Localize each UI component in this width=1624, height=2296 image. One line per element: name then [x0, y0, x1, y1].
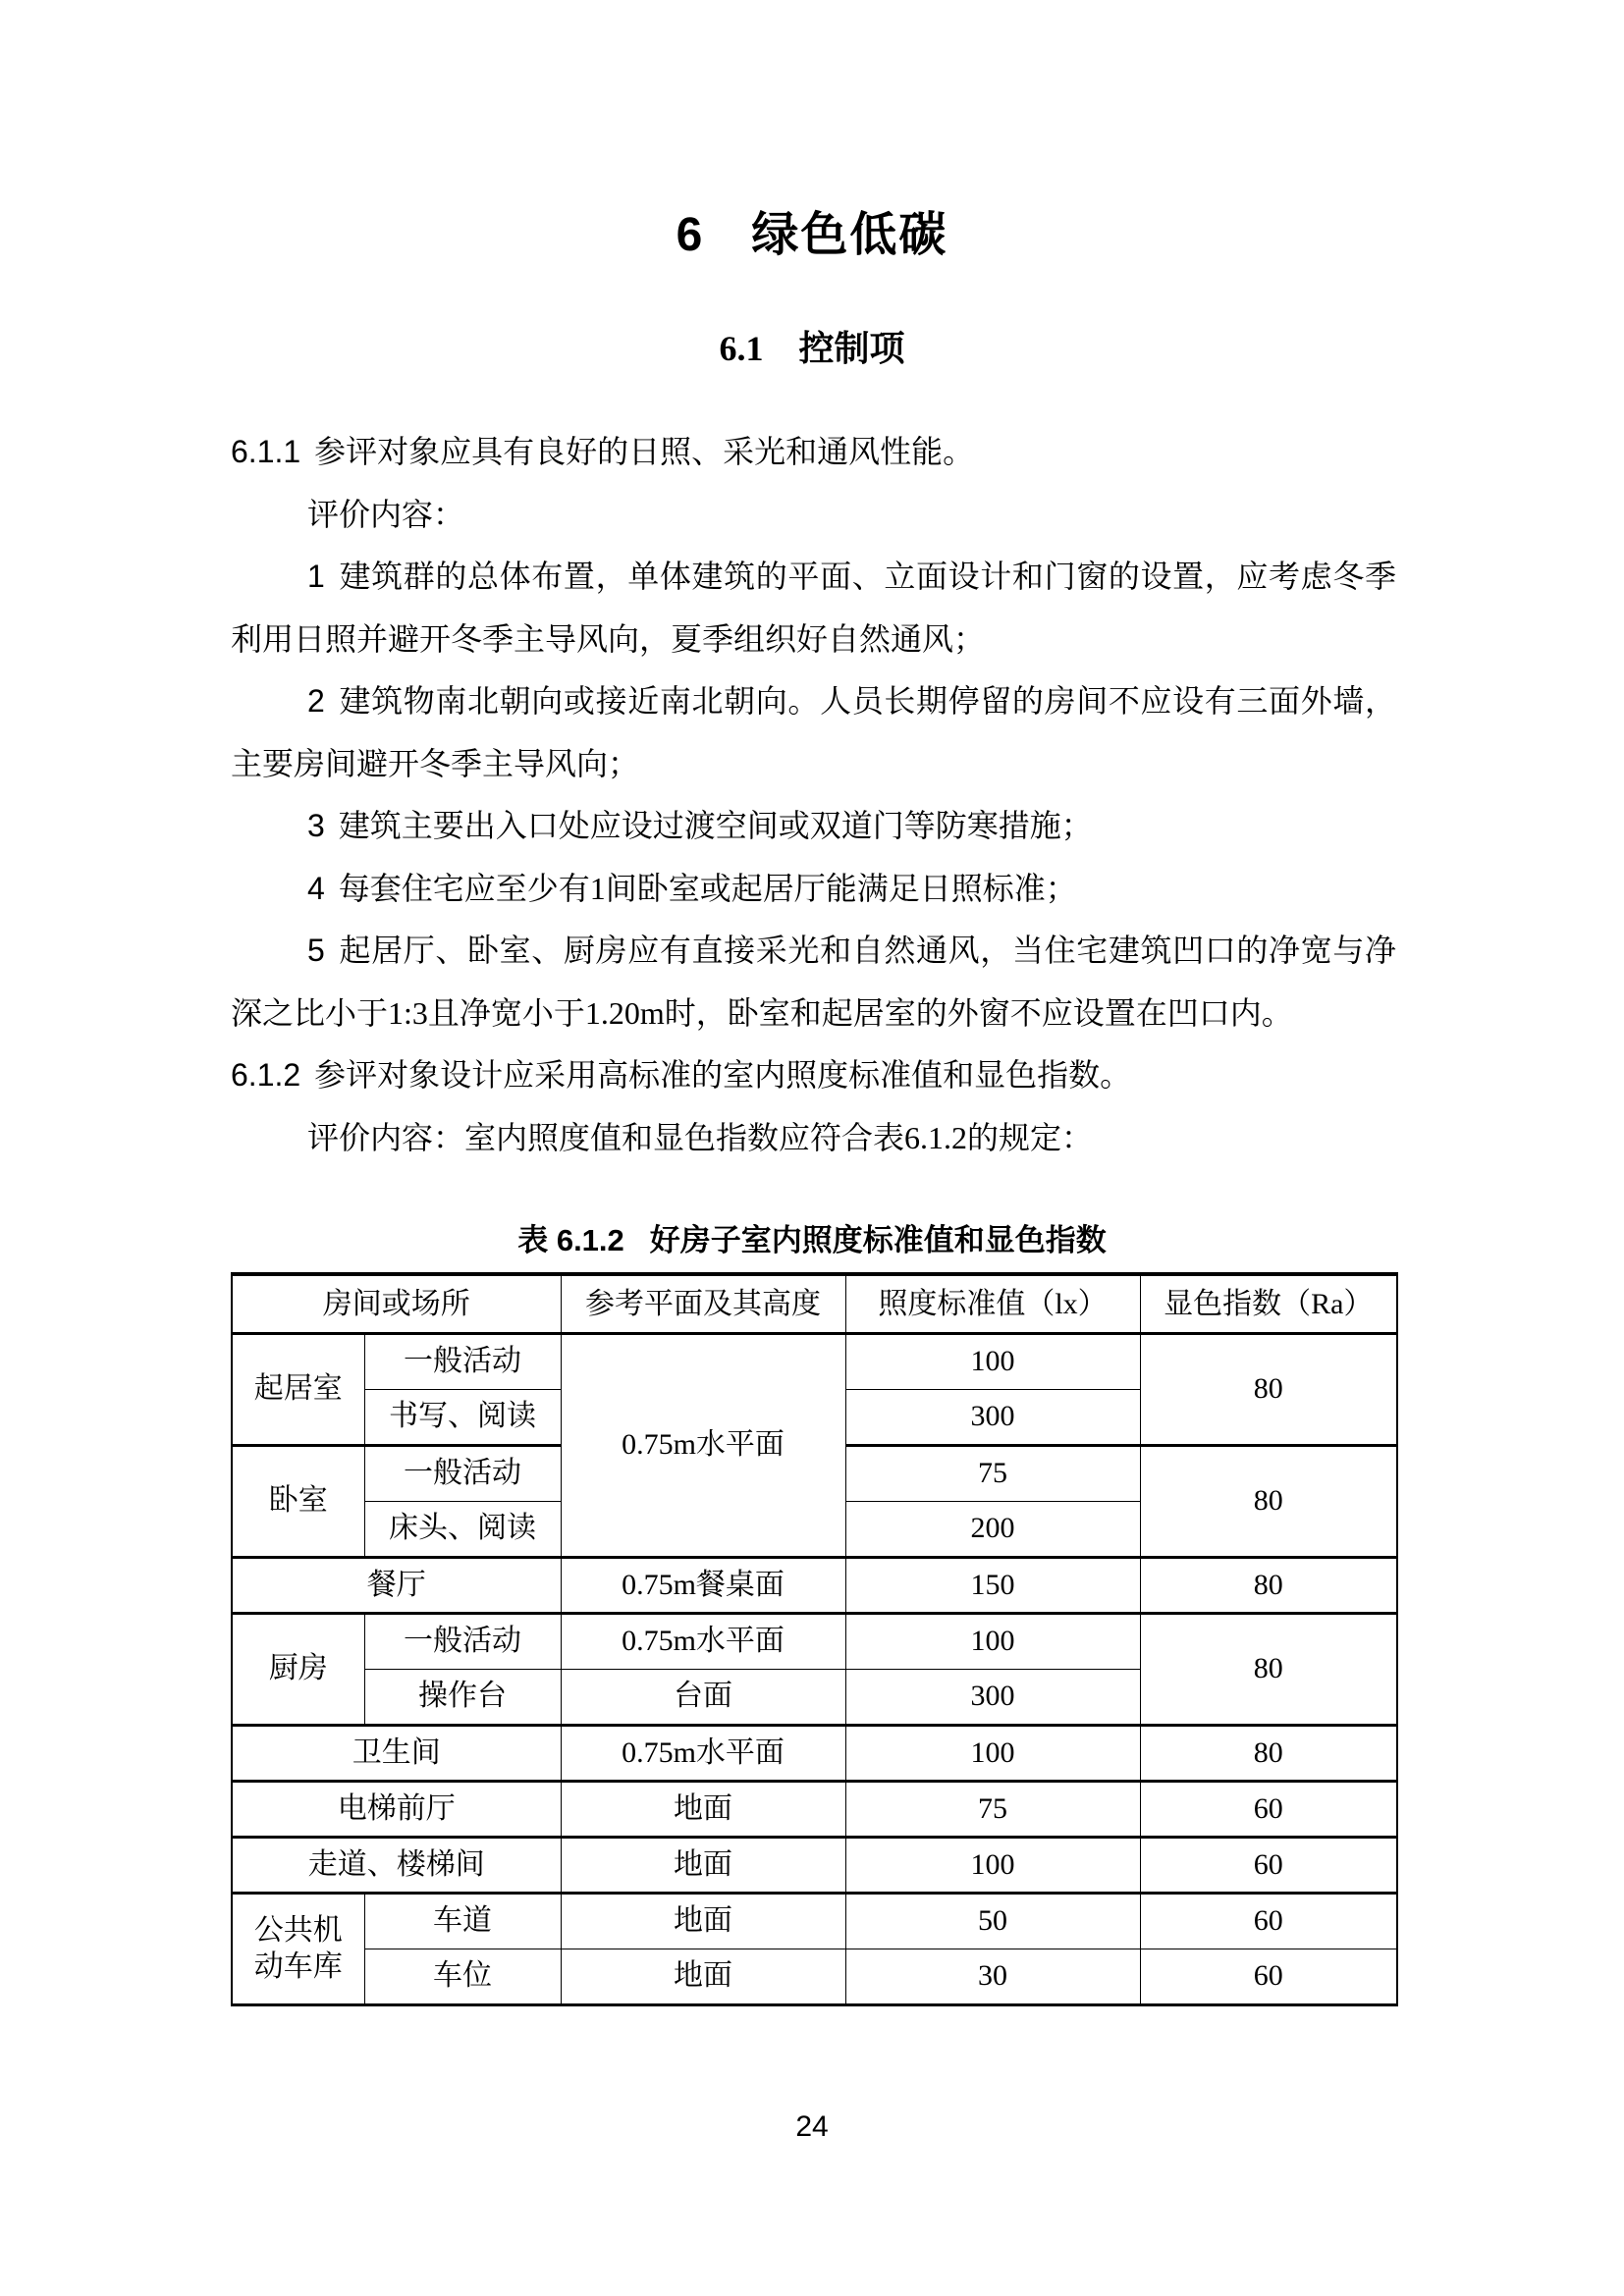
cell-lx: 200: [845, 1501, 1140, 1557]
item-number: 1: [307, 559, 325, 594]
clause-number: 6.1.2: [231, 1057, 301, 1093]
cell-lx: 100: [845, 1837, 1140, 1893]
section-number: 6.1: [719, 329, 764, 368]
table-row: [232, 1837, 1397, 1893]
cell-ra: 80: [1140, 1445, 1397, 1557]
page-number: 24: [795, 2110, 829, 2143]
clause-text: 评价内容：: [307, 496, 465, 532]
cell-plane: 地面: [561, 1949, 845, 2004]
table-row: [232, 1613, 1397, 1669]
cell-lx: 100: [845, 1725, 1140, 1781]
item-text: 建筑群的总体布置，单体建筑的平面、立面设计和门窗的设置，应考虑冬季利用日照并避开冬季主导风向，夏季组织好自然通风；: [231, 559, 1396, 657]
chapter-number: 6: [676, 209, 705, 261]
table-row: [232, 1333, 1397, 1389]
paragraph-6-1-2: [231, 1044, 1396, 1107]
section-title-text: 控制项: [798, 329, 905, 368]
paragraph-item-3: [231, 795, 1396, 858]
header-cri: 显色指数（Ra）: [1140, 1274, 1397, 1333]
paragraph-item-5: [231, 920, 1396, 1044]
table-row: [232, 1725, 1397, 1781]
cell-plane: 0.75m水平面: [561, 1613, 845, 1669]
cell-lx: 100: [845, 1613, 1140, 1669]
cell-lx: 75: [845, 1781, 1140, 1837]
chapter-title-text: 绿色低碳: [751, 209, 948, 261]
cell-room: 走道、楼梯间: [232, 1837, 561, 1893]
cell-lx: 300: [845, 1389, 1140, 1445]
cell-ra: 60: [1140, 1949, 1397, 2004]
table-row: [232, 1949, 1397, 2004]
clause-text: 参评对象设计应采用高标准的室内照度标准值和显色指数。: [314, 1057, 1132, 1093]
item-text: 建筑物南北朝向或接近南北朝向。人员长期停留的房间不应设有三面外墙，主要房间避开冬季主导风向；: [231, 683, 1396, 781]
body-text: [231, 421, 1396, 1169]
header-plane: 参考平面及其高度: [561, 1274, 845, 1333]
cell-activity: 车位: [364, 1949, 561, 2004]
cell-room: 餐厅: [232, 1557, 561, 1613]
item-number: 5: [307, 933, 325, 968]
header-room: 房间或场所: [232, 1274, 561, 1333]
table-caption: [0, 1224, 1624, 1257]
cell-activity: 一般活动: [364, 1613, 561, 1669]
item-number: 4: [307, 870, 325, 906]
item-number: 2: [307, 683, 325, 719]
item-number: 3: [307, 808, 325, 843]
item-text: 建筑主要出入口处应设过渡空间或双道门等防寒措施；: [338, 808, 1093, 843]
cell-lx: 100: [845, 1333, 1140, 1389]
clause-number: 6.1.1: [231, 434, 301, 469]
section-title: [0, 330, 1624, 369]
table-header-row: [232, 1274, 1397, 1333]
table-row: [232, 1781, 1397, 1837]
cell-room: 厨房: [232, 1613, 364, 1725]
cell-lx: 75: [845, 1445, 1140, 1501]
table-row: [232, 1557, 1397, 1613]
cell-activity: 一般活动: [364, 1333, 561, 1389]
cell-lx: 300: [845, 1669, 1140, 1725]
clause-text: 参评对象应具有良好的日照、采光和通风性能。: [314, 434, 975, 469]
cell-plane: 台面: [561, 1669, 845, 1725]
cell-ra: 80: [1140, 1557, 1397, 1613]
cell-plane: 0.75m餐桌面: [561, 1557, 845, 1613]
cell-ra: 60: [1140, 1837, 1397, 1893]
cell-plane: 0.75m水平面: [561, 1725, 845, 1781]
cell-room: 卫生间: [232, 1725, 561, 1781]
cell-activity: 一般活动: [364, 1445, 561, 1501]
cell-ra: 80: [1140, 1725, 1397, 1781]
paragraph-item-4: [231, 858, 1396, 921]
item-text: 起居厅、卧室、厨房应有直接采光和自然通风，当住宅建筑凹口的净宽与净深之比小于1:3且净宽小于1.20m时，卧室和起居室的外窗不应设置在凹口内。: [231, 933, 1396, 1031]
cell-activity: 操作台: [364, 1669, 561, 1725]
cell-lx: 150: [845, 1557, 1140, 1613]
table-row: [232, 1893, 1397, 1949]
table-caption-label: 表 6.1.2: [517, 1223, 624, 1257]
cell-ra: 60: [1140, 1893, 1397, 1949]
chapter-title: [0, 210, 1624, 262]
item-text: 每套住宅应至少有1间卧室或起居厅能满足日照标准；: [338, 870, 1077, 906]
cell-plane: 地面: [561, 1893, 845, 1949]
paragraph-eval-table-ref: [231, 1107, 1396, 1170]
cell-room: 卧室: [232, 1445, 364, 1557]
cell-plane: 地面: [561, 1837, 845, 1893]
cell-activity: 床头、阅读: [364, 1501, 561, 1557]
cell-activity: 车道: [364, 1893, 561, 1949]
cell-room: 公共机动车库: [232, 1893, 364, 2004]
cell-room: 电梯前厅: [232, 1781, 561, 1837]
illuminance-spec-table: [231, 1272, 1398, 2006]
cell-ra: 80: [1140, 1333, 1397, 1445]
cell-room: 起居室: [232, 1333, 364, 1445]
cell-activity: 书写、阅读: [364, 1389, 561, 1445]
paragraph-6-1-1: [231, 421, 1396, 484]
clause-text: 评价内容：室内照度值和显色指数应符合表6.1.2的规定：: [307, 1119, 1094, 1155]
cell-lx: 50: [845, 1893, 1140, 1949]
table-caption-title: 好房子室内照度标准值和显色指数: [649, 1223, 1107, 1257]
header-illuminance: 照度标准值（lx）: [845, 1274, 1140, 1333]
cell-lx: 30: [845, 1949, 1140, 2004]
cell-ra: 80: [1140, 1613, 1397, 1725]
paragraph-eval-label: [231, 484, 1396, 547]
cell-ra: 60: [1140, 1781, 1397, 1837]
paragraph-item-2: [231, 670, 1396, 795]
cell-plane: 地面: [561, 1781, 845, 1837]
paragraph-item-1: [231, 546, 1396, 670]
cell-plane: 0.75m水平面: [561, 1333, 845, 1557]
